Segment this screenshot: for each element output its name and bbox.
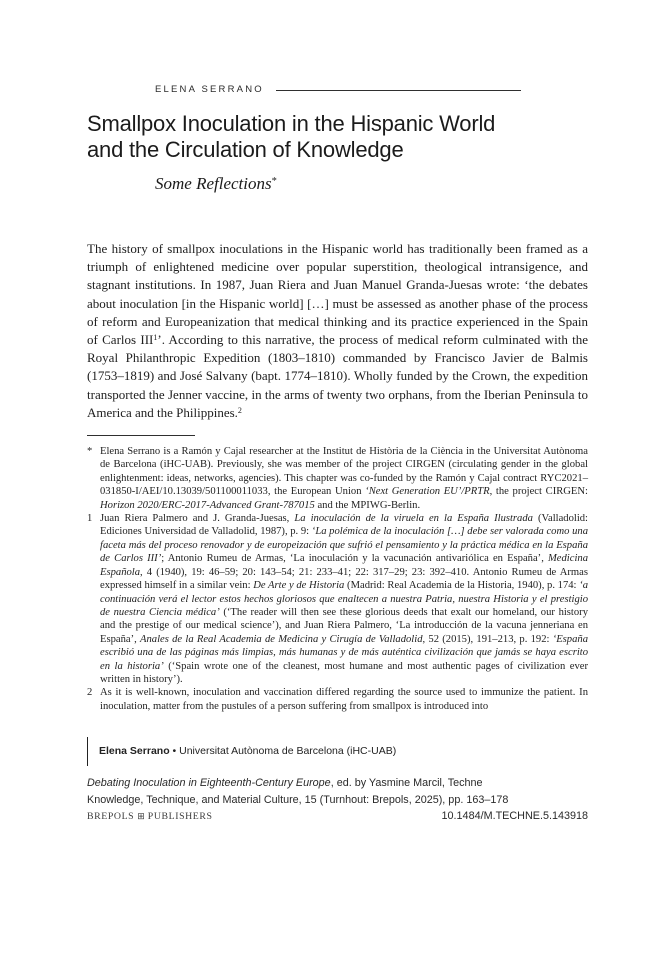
chapter-title-line2: and the Circulation of Knowledge — [87, 137, 404, 162]
chapter-title — [87, 111, 588, 163]
footnote-marker: 2 — [87, 687, 93, 699]
body-paragraph: The history of smallpox inoculations in the Hispanic world has traditionally been framed as a triumph of enlightened medicine over popular superstition, theological intransigence, and stagnant institutions. In 1987, Juan Riera and Juan Manuel Granda-Juesas wrote: ‘the debates about inoculation [in the Hispanic world] […] must be assessed as another phase of the process of reform and Europeanization that medical thinking and its practice experienced in the Spain of Carlos III$^1$’. According to this narrative, the process of medical reform culminated with the Royal Philanthropic Expedition (1803–1810) commanded by Francisco Javier de Balmis (1753–1819) and José Salvany (bapt. 1774–1810). Wholly funded by the Crown, the expedition transported the Jenner vaccine, in the arms of twenty two orphans, from the Iberian Peninsula to America and the Philippines.$^2$ — [87, 241, 588, 420]
chapter-title-line1: Smallpox Inoculation in the Hispanic World — [87, 111, 496, 136]
footnotes-block — [87, 445, 588, 713]
chapter-subtitle: Some Reflections* — [155, 174, 277, 193]
footnote-text: Juan Riera Palmero and J. Granda-Juesas, La inoculación de la viruela en la España Ilustrada (Valladolid: Ediciones Universidad de Valladolid, 1987), p. 9: ‘La polémica de la inoculación […] debe ser valorada como una faceta más del proceso renovador y de europeización que sufrió el pensamiento y la práctica médica en la España de Carlos III’; Antonio Rumeu de Armas, ‘La inoculación y la vacunación antivariólica en España’, Medicina Española, 4 (1940), 19: 46–59; 20: 143–54; 21: 233–41; 22: 317–29; 23: 392–410. Antonio Rumeu de Armas expressed himself in a similar vein: De Arte y de Historia (Madrid: Real Academia de la Historia, 1940), p. 174: ‘a continuación verá el lector estos hechos gloriosos que enaltecen a nuestra Patria, nuestra Historia y el prestigio de nuestra Ciencia médica’ (‘The reader will then see these glorious deeds that exalt our homeland, our history and the prestige of our medical science’), and Juan Riera Palmero, ‘La introducción de la vacuna jenneriana en España’, Anales de la Real Academia de Medicina y Cirugía de Valladolid, 52 (2015), 191–213, p. 192: ‘España escribió una de las páginas más limpias, más humanas y de más auténtica civilización que jamás se haya escrito en la historia’ (‘Spain wrote one of the cleanest, most humane and most authentic pages of civilization ever written in history’). — [100, 513, 589, 685]
footnote-separator — [87, 435, 195, 436]
author-byline: ELENA SERRANO — [155, 84, 264, 95]
affiliation-block: Elena Serrano • Universitat Autònoma de Barcelona (iHC-UAB) — [87, 737, 588, 766]
doi: 10.1484/M.TECHNE.5.143918 — [441, 810, 588, 823]
author-byline-row — [87, 84, 588, 95]
footnote-text: As it is well-known, inoculation and vaccination differed regarding the source used to immunize the patient. In inoculation, matter from the pustules of a person suffering from smallpox is introduced into — [100, 687, 588, 712]
byline-rule — [276, 90, 521, 91]
publisher-row — [87, 810, 588, 822]
footnote-1 — [87, 512, 588, 686]
citation-block — [87, 775, 588, 809]
citation-line2: Knowledge, Technique, and Material Culture, 15 (Turnhout: Brepols, 2025), pp. 163–178 — [87, 794, 509, 807]
brepols-printer-mark-icon: ⊞ — [137, 811, 145, 822]
publisher-imprint — [87, 811, 213, 822]
publisher-name: BREPOLS — [87, 811, 135, 823]
publisher-word: PUBLISHERS — [147, 811, 213, 823]
footnote-2 — [87, 686, 588, 713]
footnote-asterisk — [87, 445, 588, 512]
footnote-text: Elena Serrano is a Ramón y Cajal researcher at the Institut de Història de la Ciència in the Universitat Autònoma de Barcelona (iHC-UAB). Previously, she was member of the project CIRGEN (circulating gender in the global enlightenment: ideas, networks, agencies). This chapter was co-funded by the Ramón y Cajal contract RYC2021–031850-I/AEI/10.13039/501100011033, the European Union ‘Next Generation EU’/PRTR, the project CIRGEN: Horizon 2020/ERC-2017-Advanced Grant-787015 and the MPIWG-Berlin. — [100, 446, 589, 511]
citation-line1: Debating Inoculation in Eighteenth-Century Europe, ed. by Yasmine Marcil, Techne — [87, 777, 483, 790]
footnote-marker: * — [87, 446, 93, 458]
footnote-marker: 1 — [87, 513, 93, 525]
